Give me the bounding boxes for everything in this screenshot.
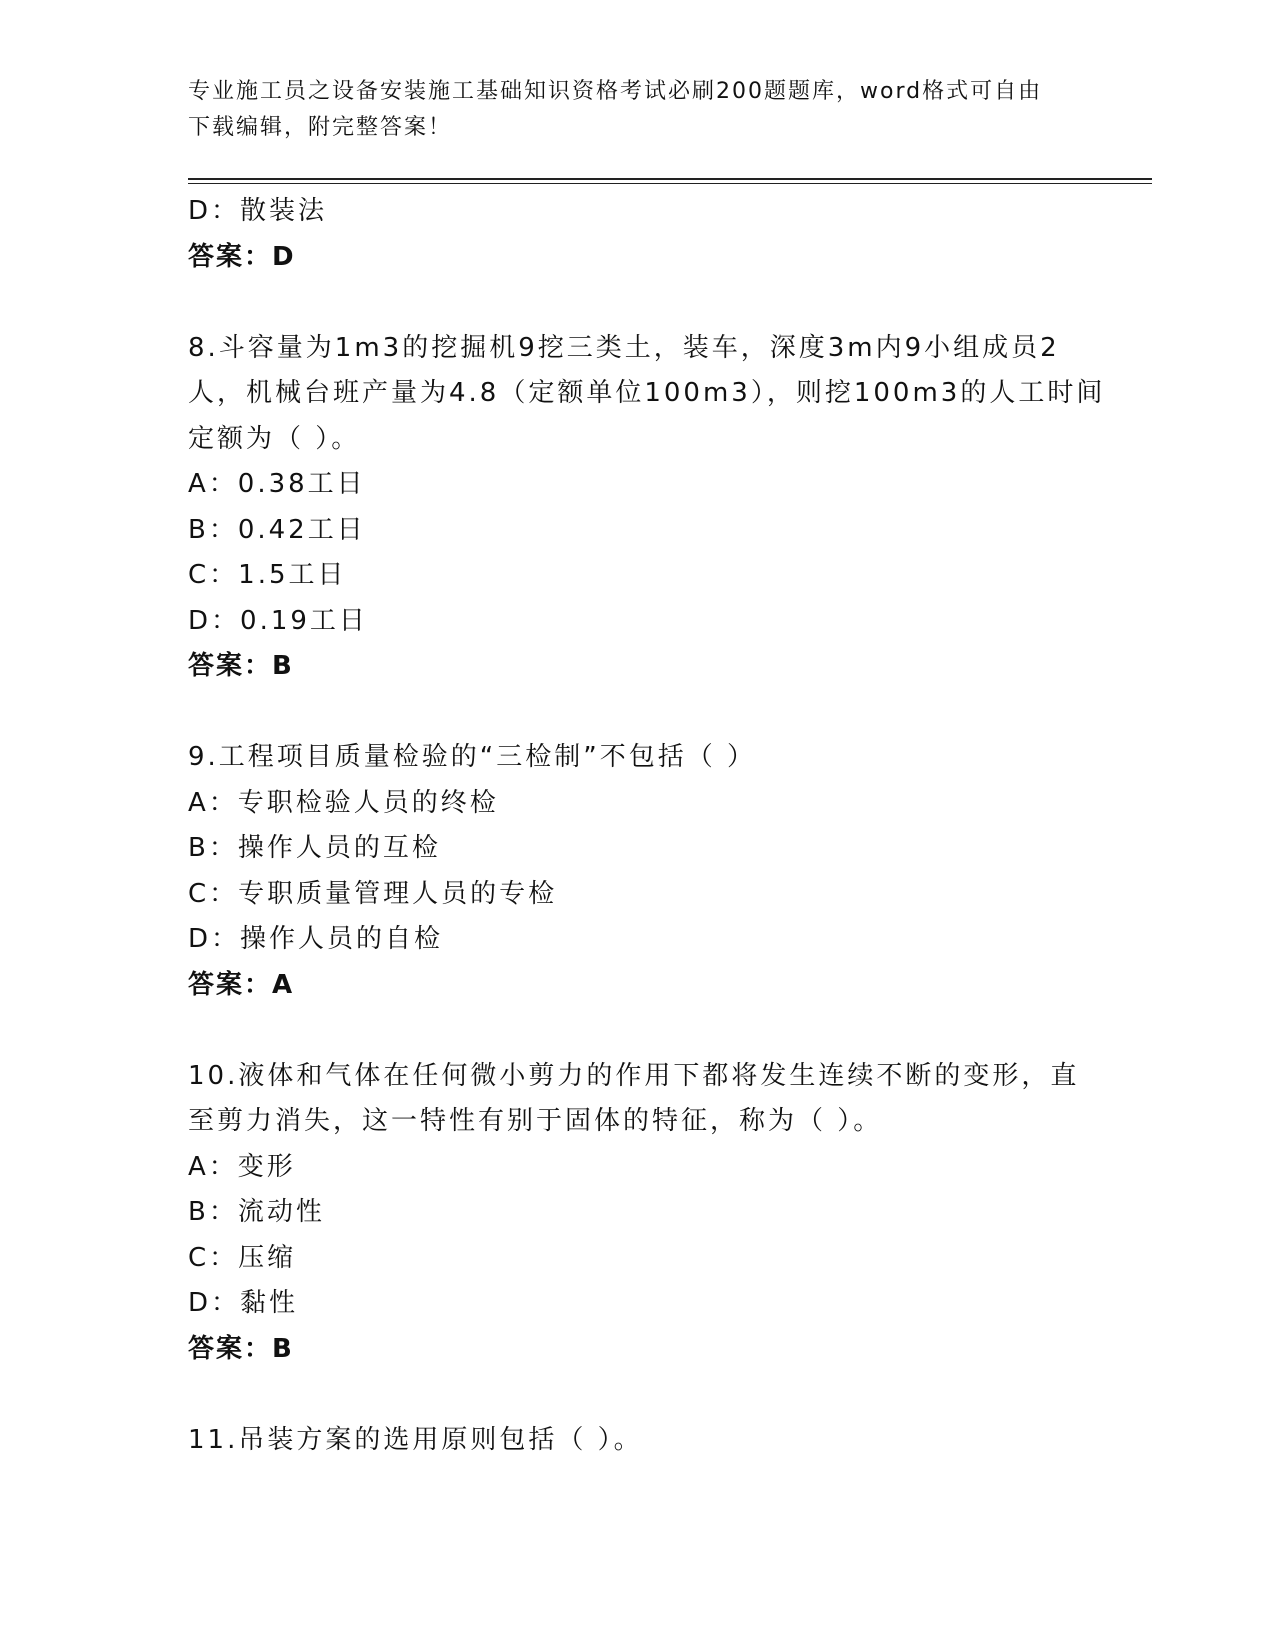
header-divider-thick	[188, 178, 1152, 180]
option-d: D：0.19工日	[188, 605, 368, 636]
answer: 答案：D	[188, 241, 296, 272]
option-b: B：0.42工日	[188, 514, 366, 545]
option-d: D：操作人员的自检	[188, 924, 444, 954]
header-line-1: 专业施工员之设备安装施工基础知识资格考试必刷200题题库，word格式可自由	[188, 79, 1043, 104]
question-stem: 8.斗容量为1m3的挖掘机9挖三类土，装车，深度3m内9小组成员2	[188, 332, 1060, 363]
answer: 答案：A	[188, 969, 295, 1000]
option-c: C：专职质量管理人员的专检	[188, 878, 558, 909]
answer: 答案：B	[188, 651, 294, 681]
spacer	[188, 1008, 1088, 1054]
option-d: D：散装法	[188, 196, 328, 226]
question-stem: 人，机械台班产量为4.8（定额单位100m3），则挖100m3的人工时间	[188, 378, 1106, 408]
option-a: A：专职检验人员的终检	[188, 787, 499, 818]
header-divider-thin	[188, 183, 1152, 184]
option-a: A：变形	[188, 1151, 296, 1182]
option-d: D：黏性	[188, 1288, 299, 1318]
option-b: B：操作人员的互检	[188, 833, 441, 863]
question-10	[188, 1054, 1088, 1373]
document-header	[188, 74, 1068, 146]
question-list	[188, 189, 1106, 1463]
question-stem: 11.吊装方案的选用原则包括（ ）。	[188, 1424, 643, 1455]
option-c: C：压缩	[188, 1242, 297, 1273]
option-a: A：0.38工日	[188, 469, 366, 499]
question-stem: 定额为（ ）。	[188, 423, 361, 454]
question-8	[188, 326, 1106, 690]
spacer	[188, 1372, 1088, 1418]
question-stem: 10.液体和气体在任何微小剪力的作用下都将发生连续不断的变形，直	[188, 1060, 1080, 1091]
question-11	[188, 1418, 1088, 1464]
question-stem: 9.工程项目质量检验的“三检制”不包括（ ）	[188, 742, 757, 772]
spacer	[188, 690, 1088, 736]
header-line-2: 下载编辑，附完整答案！	[188, 115, 453, 140]
option-b: B：流动性	[188, 1197, 325, 1227]
question-9	[188, 735, 1088, 1008]
question-stem: 至剪力消失，这一特性有别于固体的特征，称为（ ）。	[188, 1106, 883, 1136]
spacer	[188, 280, 1088, 326]
question-7-fragment	[188, 189, 1088, 280]
answer: 答案：B	[188, 1333, 294, 1364]
option-c: C：1.5工日	[188, 560, 347, 590]
